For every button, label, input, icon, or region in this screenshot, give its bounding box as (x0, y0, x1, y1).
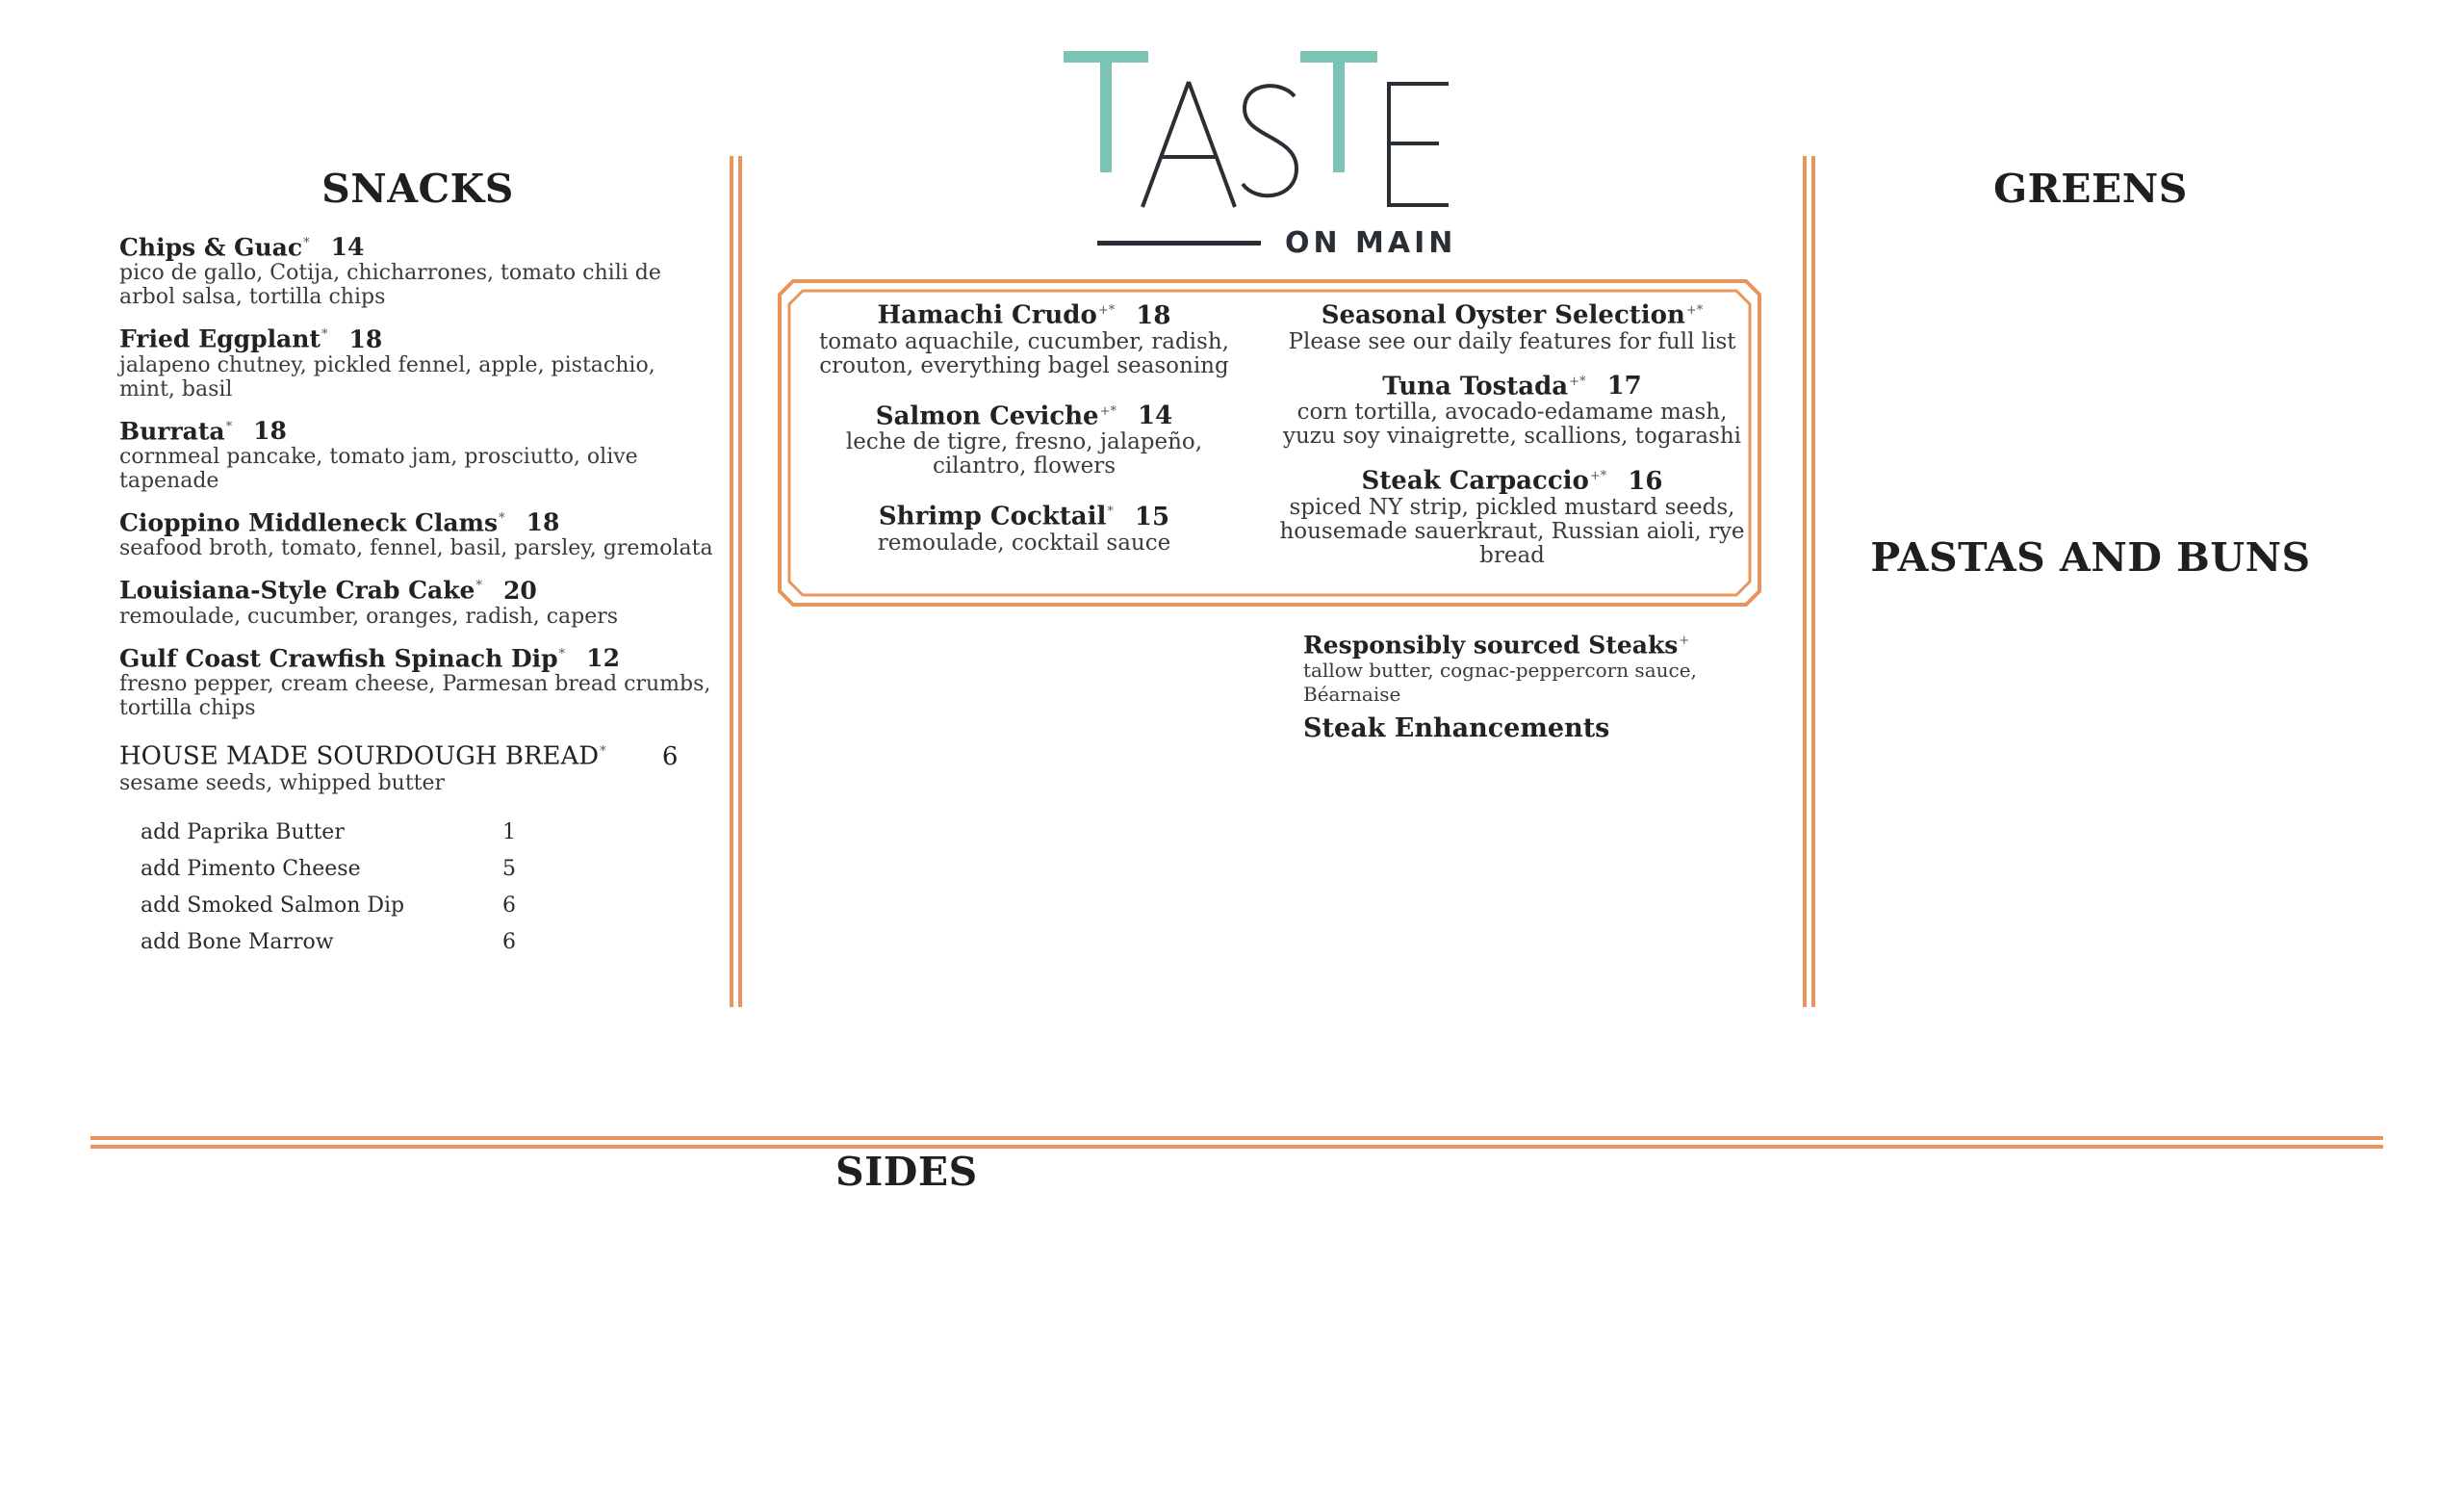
item-mark: * (321, 327, 328, 343)
item-title-line (119, 572, 716, 604)
item-title-line (119, 505, 716, 536)
row-price: 1 (502, 819, 516, 844)
raw-bar-box (776, 277, 1763, 609)
item-name: Steak Carpaccio (1361, 466, 1589, 496)
item-name: Gulf Coast Crawfish Spinach Dip (119, 643, 558, 672)
item-price: 20 (502, 576, 537, 605)
item-name: Shrimp Cocktail (878, 502, 1107, 531)
menu-item (1276, 368, 1748, 450)
price-row (141, 888, 516, 924)
menu-item-bread: HOUSE MADE SOURDOUGH BREAD* 6 sesame seeds, whipped butter (119, 738, 716, 795)
item-price: 18 (253, 416, 287, 445)
enhancements-title: Steak Enhancements (1303, 713, 1610, 744)
menu-item (803, 297, 1245, 378)
item-description: Please see our daily features for full list (1288, 328, 1736, 354)
addons-list (141, 815, 516, 961)
item-mark: +* (1569, 374, 1586, 389)
item-description: corn tortilla, avocado-edamame mash, yuzu soy vinaigrette, scallions, togarashi (1282, 400, 1742, 450)
item-title-line (803, 498, 1245, 531)
row-price: 5 (502, 856, 516, 881)
snacks-section (119, 166, 716, 961)
item-mark: +* (1685, 303, 1704, 318)
item-mark: * (225, 419, 233, 434)
item-mark: * (303, 236, 310, 250)
divider-left-inner (738, 156, 742, 1007)
divider-left-outer (730, 156, 733, 1007)
steaks-description: tallow butter, cognac-peppercorn sauce, Béarnaise (1303, 659, 1697, 707)
price-row (141, 924, 516, 961)
item-price: 18 (1136, 300, 1171, 330)
item-description: jalapeno chutney, pickled fennel, apple, pistachio, mint, basil (119, 352, 655, 401)
row-label: add Pimento Cheese (141, 856, 361, 881)
price-row (141, 815, 516, 851)
menu-item (803, 398, 1245, 479)
item-name: Burrata (119, 416, 225, 445)
item-description: fresno pepper, cream cheese, Parmesan bread crumbs, tortilla chips (119, 671, 711, 720)
menu-item (119, 505, 716, 560)
item-price: 14 (1138, 401, 1173, 431)
steaks-section: Responsibly sourced Steaks+ tallow butter, cognac-peppercorn sauce, Béarnaise Steak Enhancements (1303, 627, 1736, 742)
item-title-line (803, 297, 1245, 330)
item-mark: +* (1099, 403, 1117, 419)
item-title-line (119, 229, 716, 261)
divider-right-outer (1803, 156, 1807, 1007)
item-description: leche de tigre, fresno, jalapeño, cilantro, flowers (845, 429, 1203, 479)
item-name: Salmon Ceviche (875, 401, 1099, 431)
item-price: 17 (1606, 372, 1642, 401)
pastas-title: PASTAS AND BUNS (1870, 534, 2311, 581)
item-description: seafood broth, tomato, fennel, basil, parsley, gremolata (119, 536, 713, 561)
item-mark: * (499, 510, 505, 526)
item-description: cornmeal pancake, tomato jam, prosciutto, olive tapenade (119, 444, 638, 493)
item-title-line (119, 640, 716, 672)
item-description: remoulade, cocktail sauce (877, 530, 1171, 556)
item-price: 14 (330, 233, 365, 262)
brand-logo (1054, 43, 1477, 270)
item-name: Cioppino Middleneck Clams (119, 508, 499, 537)
row-label: add Bone Marrow (141, 929, 334, 954)
item-mark: +* (1589, 469, 1607, 484)
menu-item (119, 640, 716, 720)
sides-divider-bottom (90, 1145, 2383, 1149)
raw-bar-left (803, 297, 1245, 575)
item-mark: * (475, 579, 482, 594)
menu-item (119, 413, 716, 493)
item-mark: * (558, 646, 566, 661)
snacks-list (119, 229, 716, 720)
item-name: Seasonal Oyster Selection (1321, 300, 1685, 330)
steaks-title: Responsibly sourced Steaks (1303, 631, 1679, 660)
pastas-section (1840, 534, 2341, 600)
item-title-line (119, 413, 716, 445)
item-name: Louisiana-Style Crab Cake (119, 576, 475, 605)
brand-tagline: ON MAIN (1285, 226, 1457, 260)
item-mark: +* (1097, 303, 1116, 318)
item-description: remoulade, cucumber, oranges, radish, capers (119, 604, 619, 629)
greens-title: GREENS (1993, 166, 2188, 212)
item-description: spiced NY strip, pickled mustard seeds, housemade sauerkraut, Russian aioli, rye bread (1279, 494, 1745, 568)
row-label: add Paprika Butter (141, 819, 345, 844)
item-name: Chips & Guac (119, 233, 303, 262)
item-description: pico de gallo, Cotija, chicharrones, tomato chili de arbol salsa, tortilla chips (119, 261, 661, 310)
menu-item (119, 572, 716, 628)
item-description: sesame seeds, whipped butter (119, 770, 446, 795)
item-title-line (803, 398, 1245, 431)
item-name: HOUSE MADE SOURDOUGH BREAD (119, 741, 600, 771)
row-price: 6 (502, 893, 516, 918)
item-title-line (1276, 368, 1748, 401)
menu-item (1276, 297, 1748, 354)
item-price: 15 (1134, 502, 1170, 531)
item-price: 6 (661, 741, 679, 771)
item-title-line (119, 321, 716, 352)
sides-divider-top (90, 1136, 2383, 1140)
item-title-line (1276, 462, 1748, 496)
raw-bar-right (1276, 297, 1748, 582)
menu-item (803, 498, 1245, 556)
menu-item (119, 229, 716, 309)
item-description: tomato aquachile, cucumber, radish, crouton, everything bagel seasoning (819, 328, 1229, 378)
item-name: Fried Eggplant (119, 324, 321, 353)
menu-item (119, 321, 716, 401)
menu-item (1276, 462, 1748, 568)
divider-right-inner (1811, 156, 1815, 1007)
greens-section (1840, 166, 2341, 229)
price-row (141, 851, 516, 888)
item-name: Hamachi Crudo (877, 300, 1097, 330)
sides-title: SIDES (835, 1149, 978, 1195)
item-price: 18 (348, 324, 383, 353)
item-price: 16 (1628, 466, 1663, 496)
item-name: Tuna Tostada (1382, 372, 1569, 401)
snacks-title: SNACKS (321, 166, 514, 212)
item-price: 18 (526, 508, 560, 537)
row-price: 6 (502, 929, 516, 954)
item-mark: * (1107, 505, 1114, 520)
item-price: 12 (586, 643, 620, 672)
row-label: add Smoked Salmon Dip (141, 893, 405, 918)
item-title-line (1276, 297, 1748, 330)
